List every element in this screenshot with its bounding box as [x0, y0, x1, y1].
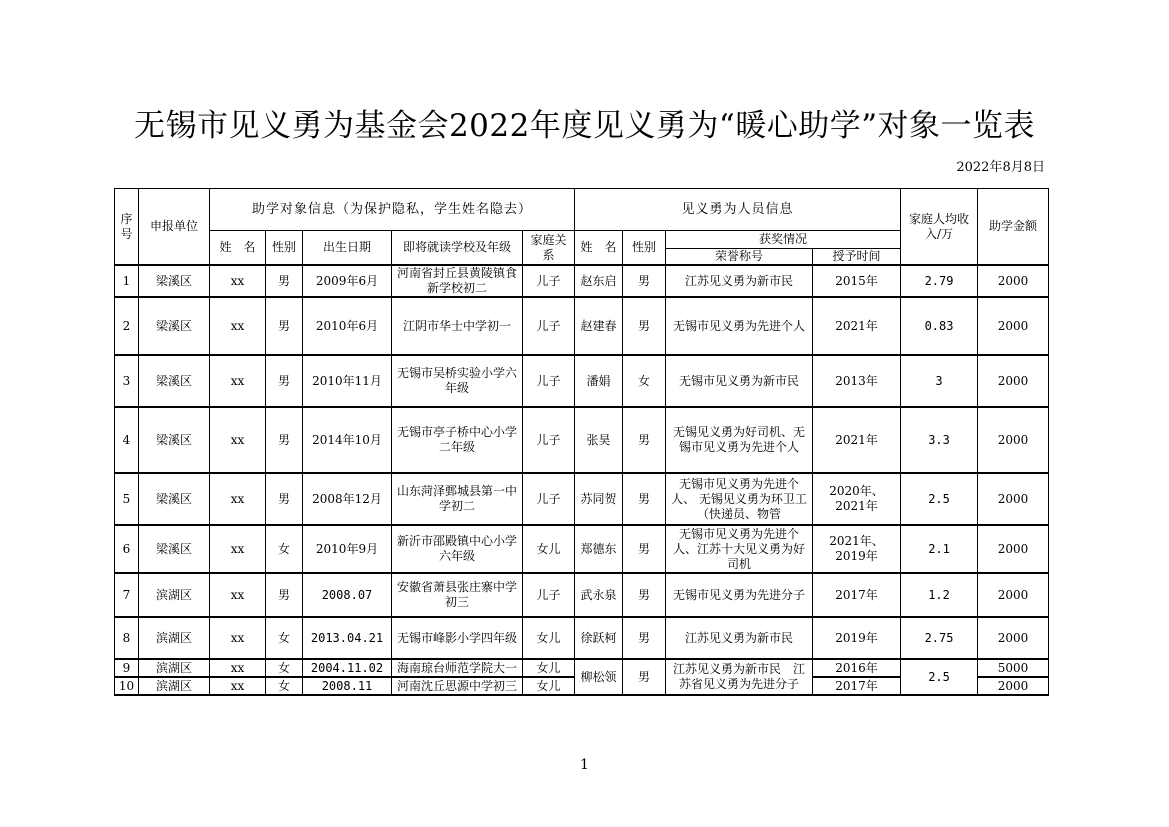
table-row	[115, 355, 1049, 407]
cell-unit: 滨湖区	[139, 573, 210, 617]
cell-gender: 男	[266, 265, 303, 297]
cell-name: xx	[210, 297, 266, 355]
cell-gender: 男	[266, 355, 303, 407]
cell-hero-name: 徐跃柯	[575, 617, 623, 659]
cell-school: 山东菏泽鄄城县第一中学初二	[392, 473, 523, 525]
cell-seq: 3	[115, 355, 139, 407]
cell-unit: 滨湖区	[139, 617, 210, 659]
page-title: 无锡市见义勇为基金会2022年度见义勇为“暖心助学”对象一览表	[133, 108, 1036, 144]
cell-hero-name: 赵东启	[575, 265, 623, 297]
header-birth: 出生日期	[303, 231, 392, 266]
cell-seq: 10	[115, 677, 139, 695]
cell-birth: 2009年6月	[303, 265, 392, 297]
cell-birth: 2004.11.02	[303, 659, 392, 677]
cell-school: 海南琼台师范学院大一	[392, 659, 523, 677]
cell-name: xx	[210, 617, 266, 659]
cell-seq: 8	[115, 617, 139, 659]
cell-name: xx	[210, 573, 266, 617]
cell-honor: 无锡市见义勇为先进个人、江苏十大见义勇为好司机	[666, 525, 813, 573]
cell-honor: 无锡市见义勇为先进个人、 无锡见义勇为环卫工（快递员、物管	[666, 473, 813, 525]
cell-gender: 男	[266, 407, 303, 473]
table-row	[115, 525, 1049, 573]
cell-hero-gender: 女	[623, 355, 666, 407]
cell-income: 2.79	[901, 265, 978, 297]
header-award-time: 授予时间	[813, 249, 901, 266]
cell-name: xx	[210, 473, 266, 525]
header-amount: 助学金额	[978, 189, 1049, 266]
header-honor: 荣誉称号	[666, 249, 813, 266]
cell-award-time: 2013年	[813, 355, 901, 407]
cell-hero-gender: 男	[623, 573, 666, 617]
cell-gender: 女	[266, 525, 303, 573]
header-hero-name: 姓 名	[575, 231, 623, 266]
cell-school: 无锡市亭子桥中心小学二年级	[392, 407, 523, 473]
cell-school: 江阴市华士中学初一	[392, 297, 523, 355]
cell-gender: 女	[266, 617, 303, 659]
cell-name: xx	[210, 355, 266, 407]
table-row	[115, 659, 1049, 677]
cell-income: 2.5	[901, 659, 978, 695]
recipients-table	[114, 188, 1049, 696]
cell-award-time: 2017年	[813, 677, 901, 695]
cell-hero-gender: 男	[623, 297, 666, 355]
cell-birth: 2008.11	[303, 677, 392, 695]
cell-amount: 2000	[978, 265, 1049, 297]
cell-honor: 江苏见义勇为新市民	[666, 617, 813, 659]
cell-award-time: 2019年	[813, 617, 901, 659]
table-row	[115, 473, 1049, 525]
cell-relation: 儿子	[523, 265, 575, 297]
cell-award-time: 2021年	[813, 407, 901, 473]
cell-amount: 2000	[978, 573, 1049, 617]
cell-income: 0.83	[901, 297, 978, 355]
cell-birth: 2010年11月	[303, 355, 392, 407]
cell-hero-name: 苏同贺	[575, 473, 623, 525]
cell-school: 无锡市吴桥实验小学六年级	[392, 355, 523, 407]
header-gender: 性别	[266, 231, 303, 266]
cell-seq: 6	[115, 525, 139, 573]
cell-gender: 女	[266, 677, 303, 695]
cell-school: 河南省封丘县黄陵镇食新学校初二	[392, 265, 523, 297]
cell-gender: 男	[266, 297, 303, 355]
cell-birth: 2008.07	[303, 573, 392, 617]
header-school: 即将就读学校及年级	[392, 231, 523, 266]
cell-award-time: 2015年	[813, 265, 901, 297]
cell-seq: 5	[115, 473, 139, 525]
cell-income: 2.1	[901, 525, 978, 573]
cell-gender: 男	[266, 573, 303, 617]
cell-hero-name: 赵建春	[575, 297, 623, 355]
cell-hero-gender: 男	[623, 407, 666, 473]
cell-birth: 2010年9月	[303, 525, 392, 573]
table-row	[115, 407, 1049, 473]
cell-hero-name: 潘娟	[575, 355, 623, 407]
cell-award-time: 2016年	[813, 659, 901, 677]
cell-gender: 男	[266, 473, 303, 525]
cell-relation: 儿子	[523, 473, 575, 525]
cell-relation: 女儿	[523, 525, 575, 573]
cell-birth: 2014年10月	[303, 407, 392, 473]
table-row	[115, 265, 1049, 297]
table-row	[115, 617, 1049, 659]
cell-name: xx	[210, 659, 266, 677]
cell-name: xx	[210, 407, 266, 473]
cell-amount: 2000	[978, 677, 1049, 695]
cell-income: 2.5	[901, 473, 978, 525]
cell-unit: 梁溪区	[139, 265, 210, 297]
cell-seq: 4	[115, 407, 139, 473]
cell-award-time: 2021年、2019年	[813, 525, 901, 573]
cell-award-time: 2020年、2021年	[813, 473, 901, 525]
cell-hero-gender: 男	[623, 525, 666, 573]
header-hero-gender: 性别	[623, 231, 666, 266]
cell-relation: 儿子	[523, 573, 575, 617]
table-row	[115, 297, 1049, 355]
cell-birth: 2010年6月	[303, 297, 392, 355]
cell-income: 3	[901, 355, 978, 407]
cell-honor: 江苏见义勇为新市民 江苏省见义勇为先进分子	[666, 659, 813, 695]
cell-amount: 5000	[978, 659, 1049, 677]
header-award: 获奖情况	[666, 231, 901, 249]
cell-honor: 江苏见义勇为新市民	[666, 265, 813, 297]
cell-unit: 梁溪区	[139, 355, 210, 407]
cell-unit: 滨湖区	[139, 677, 210, 695]
cell-hero-gender: 男	[623, 659, 666, 695]
cell-income: 2.75	[901, 617, 978, 659]
header-student-group: 助学对象信息（为保护隐私，学生姓名隐去）	[210, 189, 575, 231]
cell-amount: 2000	[978, 297, 1049, 355]
cell-seq: 1	[115, 265, 139, 297]
report-date: 2022年8月8日	[956, 160, 1045, 175]
cell-school: 新沂市邵殿镇中心小学六年级	[392, 525, 523, 573]
cell-gender: 女	[266, 659, 303, 677]
cell-hero-gender: 男	[623, 473, 666, 525]
header-unit: 申报单位	[139, 189, 210, 266]
header-hero-group: 见义勇为人员信息	[575, 189, 901, 231]
cell-seq: 2	[115, 297, 139, 355]
cell-relation: 儿子	[523, 355, 575, 407]
cell-hero-name: 柳松领	[575, 659, 623, 695]
cell-award-time: 2021年	[813, 297, 901, 355]
cell-birth: 2013.04.21	[303, 617, 392, 659]
cell-amount: 2000	[978, 525, 1049, 573]
cell-income: 3.3	[901, 407, 978, 473]
cell-amount: 2000	[978, 473, 1049, 525]
cell-school: 无锡市峰影小学四年级	[392, 617, 523, 659]
cell-amount: 2000	[978, 407, 1049, 473]
cell-hero-name: 张昊	[575, 407, 623, 473]
cell-name: xx	[210, 525, 266, 573]
cell-relation: 女儿	[523, 677, 575, 695]
cell-income: 1.2	[901, 573, 978, 617]
cell-honor: 无锡市见义勇为先进分子	[666, 573, 813, 617]
cell-relation: 女儿	[523, 659, 575, 677]
cell-amount: 2000	[978, 355, 1049, 407]
cell-school: 安徽省萧县张庄寨中学初三	[392, 573, 523, 617]
cell-hero-gender: 男	[623, 265, 666, 297]
cell-hero-name: 武永泉	[575, 573, 623, 617]
cell-honor: 无锡市见义勇为新市民	[666, 355, 813, 407]
cell-unit: 梁溪区	[139, 525, 210, 573]
cell-name: xx	[210, 265, 266, 297]
cell-seq: 7	[115, 573, 139, 617]
cell-name: xx	[210, 677, 266, 695]
cell-birth: 2008年12月	[303, 473, 392, 525]
header-name: 姓 名	[210, 231, 266, 266]
cell-relation: 儿子	[523, 297, 575, 355]
cell-unit: 梁溪区	[139, 407, 210, 473]
cell-honor: 无锡市见义勇为先进个人	[666, 297, 813, 355]
cell-hero-name: 郑德东	[575, 525, 623, 573]
header-seq: 序号	[115, 189, 139, 266]
header-relation: 家庭关系	[523, 231, 575, 266]
cell-school: 河南沈丘思源中学初三	[392, 677, 523, 695]
cell-unit: 梁溪区	[139, 297, 210, 355]
table-row	[115, 573, 1049, 617]
header-row-1	[115, 189, 1049, 231]
cell-unit: 梁溪区	[139, 473, 210, 525]
header-income: 家庭人均收入/万	[901, 189, 978, 266]
cell-relation: 儿子	[523, 407, 575, 473]
cell-seq: 9	[115, 659, 139, 677]
page-number: 1	[580, 757, 589, 773]
cell-unit: 滨湖区	[139, 659, 210, 677]
cell-award-time: 2017年	[813, 573, 901, 617]
cell-relation: 女儿	[523, 617, 575, 659]
cell-honor: 无锡见义勇为好司机、无锡市见义勇为先进个人	[666, 407, 813, 473]
cell-hero-gender: 男	[623, 617, 666, 659]
cell-amount: 2000	[978, 617, 1049, 659]
